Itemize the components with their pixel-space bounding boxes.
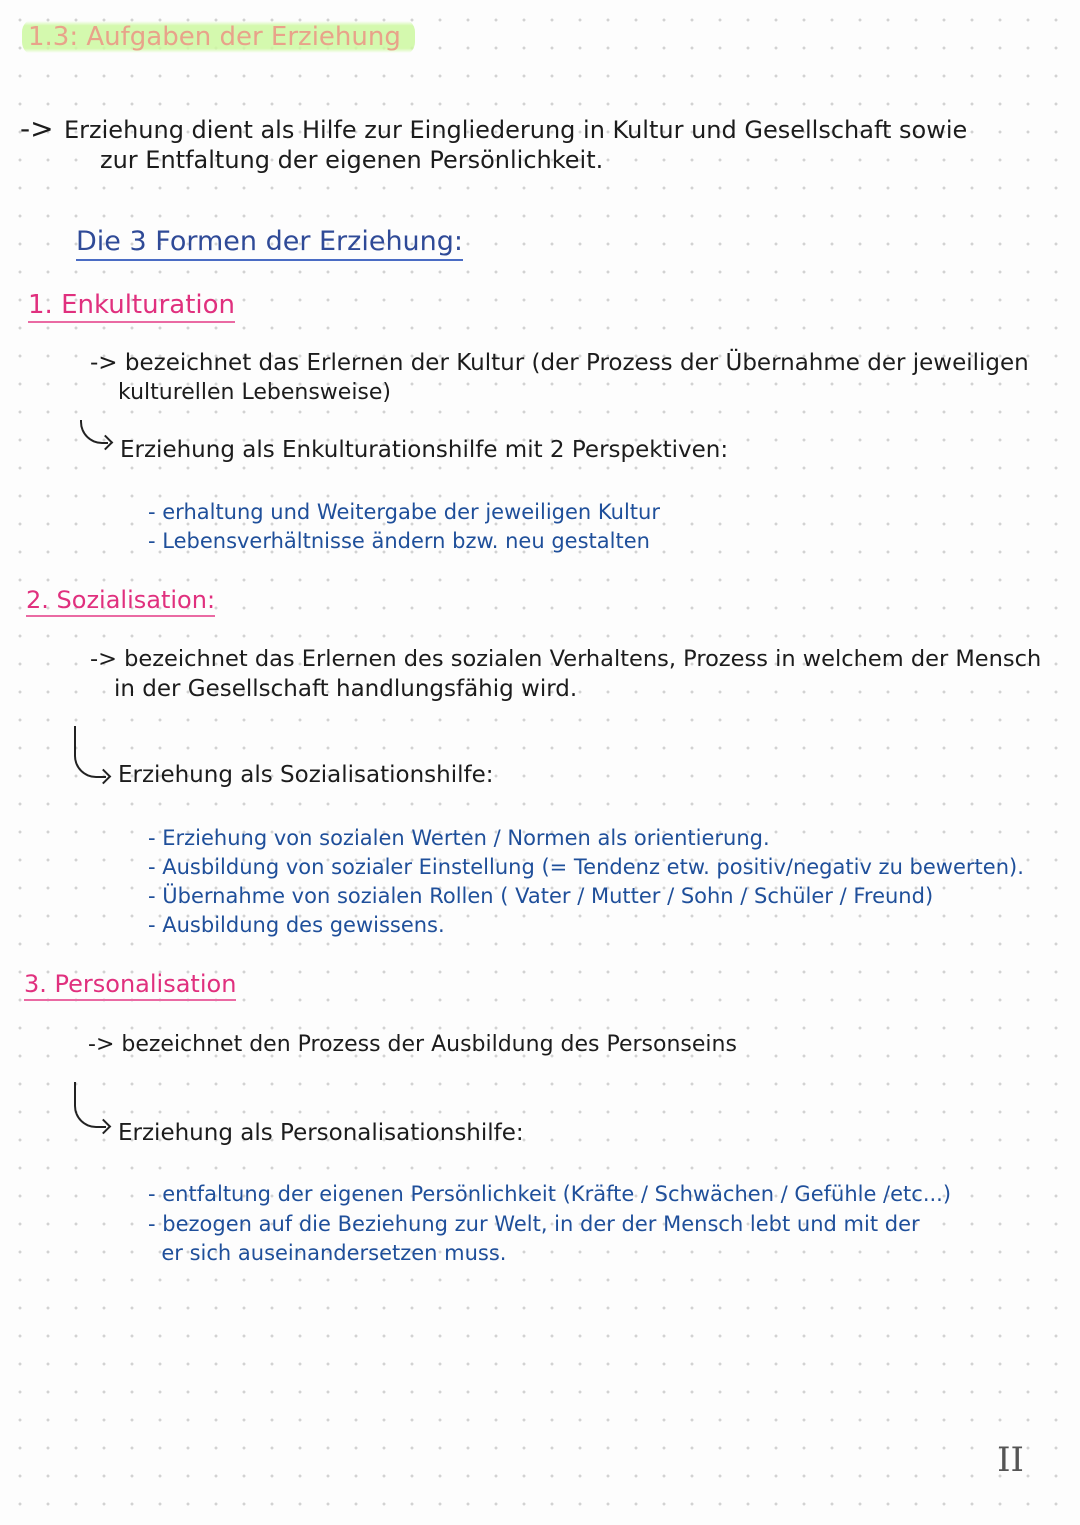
personalisation-point: er sich auseinandersetzen muss.: [148, 1241, 507, 1265]
forms-subheading: Die 3 Formen der Erziehung:: [76, 226, 463, 261]
section-personalisation-title: 3. Personalisation: [24, 970, 236, 1001]
sozialisation-point: - Erziehung von sozialen Werten / Normen als orientierung.: [148, 826, 770, 850]
personalisation-point: - bezogen auf die Beziehung zur Welt, in der der Mensch lebt und mit der: [148, 1212, 920, 1236]
sozialisation-point: - Ausbildung von sozialer Einstellung (= Tendenz etw. positiv/negativ zu bewerten).: [148, 855, 1024, 879]
sozialisation-desc-line-2: in der Gesellschaft handlungsfähig wird.: [114, 676, 578, 702]
personalisation-help: Erziehung als Personalisationshilfe:: [118, 1120, 524, 1146]
intro-arrow: ->: [20, 112, 54, 145]
page-number-marker: II: [997, 1440, 1024, 1480]
intro-line-1: Erziehung dient als Hilfe zur Eingliederung in Kultur und Gesellschaft sowie: [64, 116, 968, 144]
enkulturation-desc-line-1: -> bezeichnet das Erlernen der Kultur (der Prozess der Übernahme der jeweiligen: [90, 350, 1029, 376]
personalisation-point: - entfaltung der eigenen Persönlichkeit (Kräfte / Schwächen / Gefühle /etc...): [148, 1182, 952, 1206]
sozialisation-desc-line-1: -> bezeichnet das Erlernen des sozialen Verhaltens, Prozess in welchem der Mensch: [90, 646, 1042, 672]
sozialisation-point: - Ausbildung des gewissens.: [148, 913, 445, 937]
page-title: 1.3: Aufgaben der Erziehung: [22, 18, 415, 56]
enkulturation-point: - Lebensverhältnisse ändern bzw. neu gestalten: [148, 529, 650, 553]
enkulturation-desc-line-2: kulturellen Lebensweise): [118, 380, 392, 405]
enkulturation-point: - erhaltung und Weitergabe der jeweiligen Kultur: [148, 500, 660, 524]
intro-line-2: zur Entfaltung der eigenen Persönlichkeit.: [100, 146, 604, 174]
sozialisation-point: - Übernahme von sozialen Rollen ( Vater / Mutter / Sohn / Schüler / Freund): [148, 884, 934, 908]
section-enkulturation-title: 1. Enkulturation: [28, 290, 235, 323]
sozialisation-help: Erziehung als Sozialisationshilfe:: [118, 762, 494, 788]
personalisation-desc: -> bezeichnet den Prozess der Ausbildung des Personseins: [88, 1032, 737, 1057]
enkulturation-help: Erziehung als Enkulturationshilfe mit 2 Perspektiven:: [120, 437, 729, 463]
section-sozialisation-title: 2. Sozialisation:: [26, 586, 215, 617]
